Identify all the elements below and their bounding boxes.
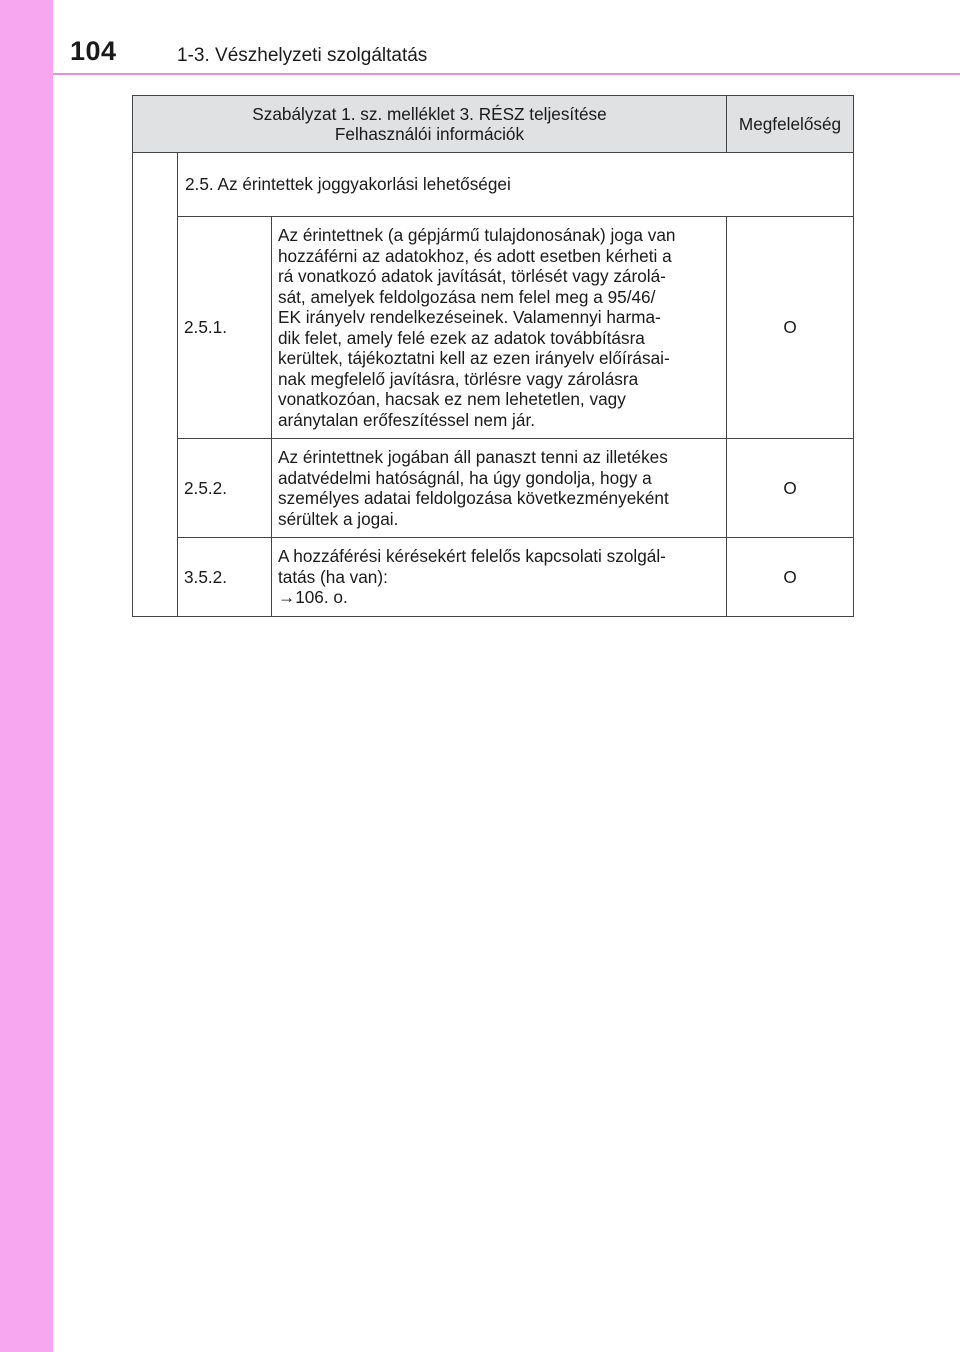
text-line: Az érintettnek (a gépjármű tulajdonosának) joga van bbox=[278, 225, 676, 245]
row-description bbox=[272, 538, 727, 617]
subheading-row bbox=[133, 153, 854, 217]
table-header-row bbox=[133, 96, 854, 153]
row-conformity: O bbox=[727, 538, 854, 617]
table-row bbox=[133, 217, 854, 439]
requirements-table bbox=[132, 95, 854, 617]
text-line: sát, amelyek feldolgozása nem felel meg a 95/46/ bbox=[278, 286, 656, 307]
row-code: 2.5.2. bbox=[178, 439, 272, 538]
text-line: vonatkozóan, hacsak ez nem lehetetlen, vagy bbox=[278, 389, 626, 409]
row-code: 2.5.1. bbox=[178, 217, 272, 439]
row-description bbox=[272, 217, 727, 439]
row-code: 3.5.2. bbox=[178, 538, 272, 617]
header-divider bbox=[53, 73, 960, 75]
section-title: 1-3. Vészhelyzeti szolgáltatás bbox=[177, 45, 428, 66]
header-regulation-line2: Felhasználói információk bbox=[334, 124, 525, 144]
table-row bbox=[133, 439, 854, 538]
text-line: sérültek a jogai. bbox=[278, 508, 399, 529]
text-line: hozzáférni az adatokhoz, és adott esetben kérheti a bbox=[278, 245, 672, 266]
header-regulation-cell bbox=[133, 96, 727, 153]
text-line: A hozzáférési kérésekért felelős kapcsolati szolgál- bbox=[278, 546, 666, 566]
text-line: aránytalan erőfeszítéssel nem jár. bbox=[278, 409, 535, 430]
text-line: rá vonatkozó adatok javítását, törlését vagy zárolá- bbox=[278, 266, 666, 286]
text-line: nak megfelelő javításra, törlésre vagy zárolásra bbox=[278, 368, 639, 389]
text-line: EK irányelv rendelkezéseinek. Valamennyi harma- bbox=[278, 307, 661, 327]
text-line: dik felet, amely felé ezek az adatok továbbításra bbox=[278, 327, 645, 348]
page-reference: →106. o. bbox=[278, 587, 348, 607]
row-conformity: O bbox=[727, 439, 854, 538]
side-color-strip bbox=[0, 0, 53, 1352]
text-line: kerültek, tájékoztatni kell az ezen irányelv előírásai- bbox=[278, 348, 670, 368]
subheading-cell: 2.5. Az érintettek joggyakorlási lehetőségei bbox=[178, 153, 854, 217]
header-conformity: Megfelelőség bbox=[727, 96, 854, 153]
page-number: 104 bbox=[70, 36, 117, 66]
text-line: tatás (ha van): bbox=[278, 566, 388, 587]
row-conformity: O bbox=[727, 217, 854, 439]
text-line: személyes adatai feldolgozása következményeként bbox=[278, 488, 669, 508]
indent-cell bbox=[133, 153, 178, 617]
text-line: adatvédelmi hatóságnál, ha úgy gondolja, hogy a bbox=[278, 467, 652, 488]
row-description bbox=[272, 439, 727, 538]
header-regulation-line1: Szabályzat 1. sz. melléklet 3. RÉSZ teljesítése bbox=[252, 103, 607, 124]
table-row bbox=[133, 538, 854, 617]
text-line: Az érintettnek jogában áll panaszt tenni az illetékes bbox=[278, 447, 668, 467]
